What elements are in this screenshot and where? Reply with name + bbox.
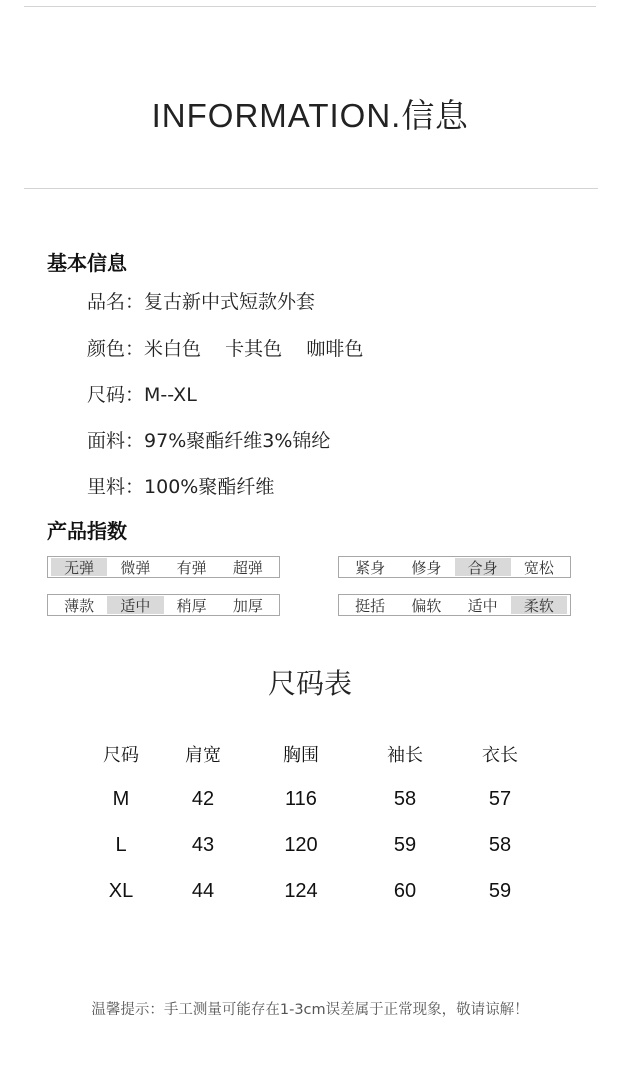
table-cell: 59 <box>393 834 417 856</box>
scale-option: 紧身 <box>355 558 386 577</box>
spec-label: 颜色： <box>87 338 145 360</box>
scale-option: 有弹 <box>176 558 207 577</box>
scale-option: 加厚 <box>232 596 263 615</box>
spec-row-size <box>87 380 197 407</box>
scale-option: 稍厚 <box>176 596 207 615</box>
scale-option: 宽松 <box>523 558 554 577</box>
spec-label: 里料： <box>87 476 145 498</box>
table-cell: 58 <box>393 788 417 810</box>
spec-value: M--XL <box>144 384 197 406</box>
table-cell: 124 <box>284 880 318 902</box>
scale-option: 薄款 <box>64 596 95 615</box>
scale-option: 修身 <box>411 558 442 577</box>
thickness-scale <box>47 594 280 616</box>
spec-value: 100%聚酯纤维 <box>144 476 275 498</box>
scale-option: 挺括 <box>355 596 386 615</box>
scale-option: 适中 <box>467 596 498 615</box>
table-header: 胸围 <box>283 745 319 766</box>
spec-row-name <box>87 287 315 314</box>
scale-option: 偏软 <box>411 596 442 615</box>
page-title-en: INFORMATION. <box>151 97 402 134</box>
basic-info-heading: 基本信息 <box>47 251 127 275</box>
table-header: 肩宽 <box>185 745 221 766</box>
spec-value: 97%聚酯纤维3%锦纶 <box>144 430 331 452</box>
scale-option: 合身 <box>455 558 511 576</box>
spec-label: 尺码： <box>87 384 145 406</box>
table-header: 衣长 <box>482 745 518 766</box>
top-divider <box>24 6 596 7</box>
table-cell: 116 <box>285 788 317 810</box>
fit-scale <box>338 556 571 578</box>
table-cell: 60 <box>393 880 417 902</box>
elasticity-scale <box>47 556 280 578</box>
table-cell: 59 <box>488 880 512 902</box>
section-divider <box>24 188 598 189</box>
table-cell: 58 <box>488 834 512 856</box>
page-title <box>0 90 620 137</box>
table-cell: 43 <box>191 834 215 856</box>
scale-option: 柔软 <box>511 596 567 614</box>
table-header: 袖长 <box>387 745 423 766</box>
page-title-cn: 信息 <box>401 96 469 135</box>
scale-option: 微弹 <box>120 558 151 577</box>
size-table-title: 尺码表 <box>267 667 352 700</box>
softness-scale <box>338 594 571 616</box>
table-cell: XL <box>108 880 134 902</box>
spec-label: 品名： <box>87 291 145 313</box>
scale-option: 超弹 <box>232 558 263 577</box>
table-header: 尺码 <box>103 745 139 766</box>
spec-label: 面料： <box>87 430 145 452</box>
spec-value: 米白色 卡其色 咖啡色 <box>144 338 364 360</box>
spec-row-lining <box>87 472 274 499</box>
product-index-heading: 产品指数 <box>47 519 127 543</box>
spec-value: 复古新中式短款外套 <box>144 291 316 313</box>
measurement-note: 温馨提示：手工测量可能存在1-3cm误差属于正常现象，敬请谅解！ <box>91 1002 529 1018</box>
spec-row-fabric <box>87 426 330 453</box>
table-cell: M <box>112 788 130 810</box>
scale-option: 适中 <box>107 596 163 614</box>
table-cell: 57 <box>488 788 512 810</box>
table-cell: L <box>115 834 127 856</box>
spec-row-color <box>87 334 363 361</box>
table-cell: 44 <box>191 880 215 902</box>
scale-option: 无弹 <box>51 558 107 576</box>
table-cell: 42 <box>191 788 215 810</box>
table-cell: 120 <box>284 834 318 856</box>
